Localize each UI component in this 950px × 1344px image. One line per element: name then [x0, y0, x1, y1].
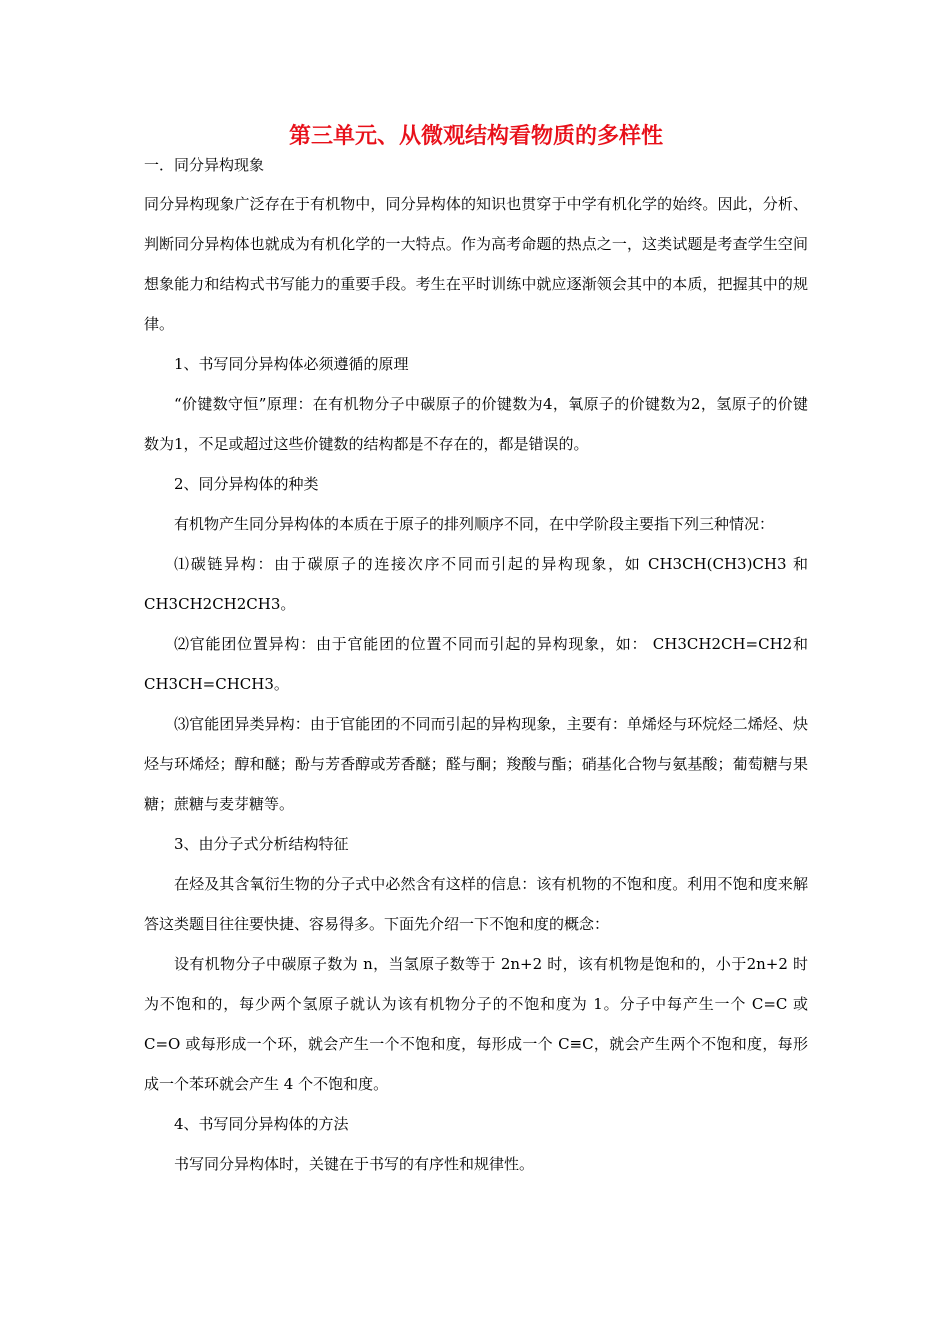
paragraph-unsaturation-intro: 在烃及其含氧衍生物的分子式中必然含有这样的信息：该有机物的不饱和度。利用不饱和度来解答这类题目往往要快捷、容易得多。下面先介绍一下不饱和度的概念：	[144, 875, 808, 933]
intro-paragraph: 同分异构现象广泛存在于有机物中，同分异构体的知识也贯穿于中学有机化学的始终。因此，分析、判断同分异构体也就成为有机化学的一大特点。作为高考命题的热点之一，这类试题是考查学生空间想象能力和结构式书写能力的重要手段。考生在平时训练中就应逐渐领会其中的本质，把握其中的规律。	[144, 195, 808, 333]
paragraph-chain-isomerism: ⑴碳链异构：由于碳原子的连接次序不同而引起的异构现象，如 CH3CH(CH3)CH3 和CH3CH2CH2CH3。	[144, 555, 808, 613]
page-title: 第三单元、从微观结构看物质的多样性	[288, 123, 663, 149]
paragraph-valence-principle: “价键数守恒”原理：在有机物分子中碳原子的价键数为4，氧原子的价键数为2，氢原子的价键数为1，不足或超过这些价键数的结构都是不存在的，都是错误的。	[144, 395, 808, 453]
paragraph-isomer-types: 有机物产生同分异构体的本质在于原子的排列顺序不同，在中学阶段主要指下列三种情况：	[174, 515, 775, 533]
paragraph-writing-method: 书写同分异构体时，关键在于书写的有序性和规律性。	[174, 1155, 535, 1173]
document-page	[144, 118, 808, 1184]
paragraph-position-isomerism: ⑵官能团位置异构：由于官能团的位置不同而引起的异构现象，如： CH3CH2CH=CH2和 CH3CH=CHCH3。	[144, 635, 808, 693]
subheading-3: 3、由分子式分析结构特征	[174, 835, 349, 853]
subheading-2: 2、同分异构体的种类	[174, 475, 319, 493]
subheading-4: 4、书写同分异构体的方法	[174, 1115, 349, 1133]
subheading-1: 1、书写同分异构体必须遵循的原理	[174, 355, 409, 373]
section-heading: 一．同分异构现象	[144, 156, 265, 174]
paragraph-functional-isomerism: ⑶官能团异类异构：由于官能团的不同而引起的异构现象，主要有：单烯烃与环烷烃二烯烃、炔烃与环烯烃；醇和醚；酚与芳香醇或芳香醚；醛与酮；羧酸与酯；硝基化合物与氨基酸；葡萄糖与果糖；蔗糖与麦芽糖等。	[144, 715, 808, 813]
paragraph-unsaturation-definition: 设有机物分子中碳原子数为 n，当氢原子数等于 2n+2 时，该有机物是饱和的，小于2n+2 时为不饱和的，每少两个氢原子就认为该有机物分子的不饱和度为 1。分子中每产生一个 C=C 或 C=O 或每形成一个环，就会产生一个不饱和度，每形成一个 C≡C，就会产生两个不饱和度，每形成一个苯环就会产生 4 个不饱和度。	[144, 955, 808, 1093]
